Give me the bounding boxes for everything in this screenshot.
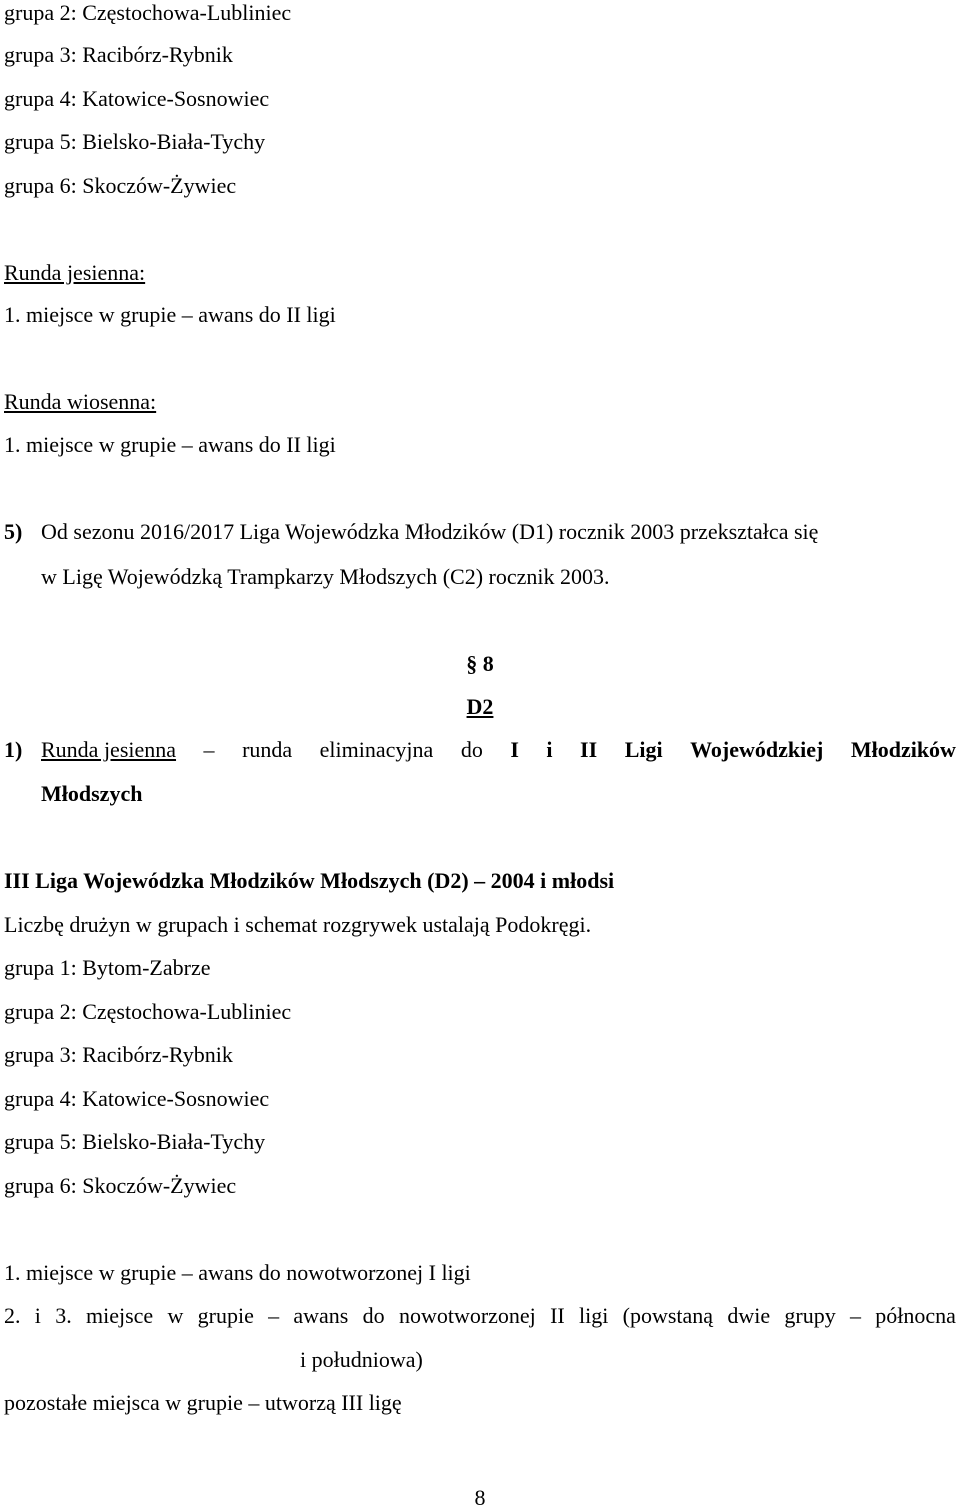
- result-second-word: awans: [293, 1303, 349, 1328]
- section-paragraph: § 8: [466, 651, 494, 676]
- result-second-word: 2.: [4, 1303, 21, 1328]
- league-note: Liczbę drużyn w grupach i schemat rozgrywek ustalają Podokręgi.: [4, 912, 592, 937]
- result-first: 1. miejsce w grupie – awans do nowotworzonej I ligi: [4, 1260, 471, 1285]
- result-second-word: ligi: [579, 1303, 609, 1328]
- point-1-number-and-runda: [4, 737, 176, 763]
- point-1-bold-word: i: [546, 737, 553, 762]
- point-1-bold-word: I: [510, 737, 519, 762]
- point-1-word: do: [460, 737, 483, 762]
- point-1-line1: [4, 737, 956, 763]
- result-second-word: w: [167, 1303, 184, 1328]
- point-1-bold-word: Młodzików: [850, 737, 956, 762]
- league-title: III Liga Wojewódzka Młodzików Młodszych (D2) – 2004 i młodsi: [4, 868, 615, 893]
- point-1-runda: Runda jesienna: [41, 737, 177, 762]
- group-line: grupa 5: Bielsko-Biała-Tychy: [4, 1129, 266, 1154]
- point-1-word: eliminacyjna: [319, 737, 434, 762]
- result-second: [4, 1303, 956, 1329]
- autumn-round-line: 1. miejsce w grupie – awans do II ligi: [4, 302, 336, 327]
- result-second-word: –: [268, 1303, 280, 1328]
- result-second-word: 3.: [55, 1303, 72, 1328]
- point-1-bold-word: Wojewódzkiej: [690, 737, 824, 762]
- spring-round-heading: Runda wiosenna:: [4, 389, 157, 414]
- point-5-text-line1: Od sezonu 2016/2017 Liga Wojewódzka Młodzików (D1) rocznik 2003 przekształca się: [41, 519, 819, 544]
- group-line: grupa 3: Racibórz-Rybnik: [4, 42, 233, 67]
- point-1-line2: Młodszych: [41, 781, 143, 806]
- point-5: [4, 519, 818, 545]
- group-line: grupa 6: Skoczów-Żywiec: [4, 1173, 237, 1198]
- result-second-word: miejsce: [85, 1303, 154, 1328]
- result-rest: pozostałe miejsca w grupie – utworzą III ligę: [4, 1390, 402, 1415]
- spring-round-line: 1. miejsce w grupie – awans do II ligi: [4, 432, 336, 457]
- group-line: grupa 2: Częstochowa-Lubliniec: [4, 0, 292, 25]
- point-1-word: runda: [242, 737, 293, 762]
- result-second-word: –: [850, 1303, 861, 1328]
- point-1-bold-word: II: [580, 737, 598, 762]
- group-line: grupa 1: Bytom-Zabrze: [4, 955, 211, 980]
- group-line: grupa 3: Racibórz-Rybnik: [4, 1042, 233, 1067]
- result-second-word: nowotworzonej: [398, 1303, 536, 1328]
- group-line: grupa 2: Częstochowa-Lubliniec: [4, 999, 292, 1024]
- result-second-word: i: [34, 1303, 41, 1328]
- point-5-number: 5): [4, 519, 23, 544]
- page-number: 8: [474, 1485, 486, 1510]
- autumn-round-heading: Runda jesienna:: [4, 260, 146, 285]
- group-line: grupa 5: Bielsko-Biała-Tychy: [4, 129, 266, 154]
- result-second-word: dwie: [727, 1303, 771, 1328]
- point-5-text-line2: w Ligę Wojewódzką Trampkarzy Młodszych (C2) rocznik 2003.: [41, 564, 610, 589]
- point-1-bold-word: Ligi: [624, 737, 663, 762]
- result-second-word: grupy: [784, 1303, 836, 1328]
- group-line: grupa 4: Katowice-Sosnowiec: [4, 86, 270, 111]
- point-1-number: 1): [4, 737, 23, 762]
- section-code: D2: [466, 694, 494, 719]
- result-second-word: do: [362, 1303, 385, 1328]
- group-line: grupa 6: Skoczów-Żywiec: [4, 173, 237, 198]
- result-second-continued: i południowa): [300, 1347, 423, 1372]
- result-second-word: (powstaną: [622, 1303, 714, 1328]
- group-line: grupa 4: Katowice-Sosnowiec: [4, 1086, 270, 1111]
- result-second-word: grupie: [197, 1303, 254, 1328]
- result-second-word: północna: [875, 1303, 956, 1328]
- point-1-dash: –: [203, 737, 215, 762]
- result-second-word: II: [550, 1303, 565, 1328]
